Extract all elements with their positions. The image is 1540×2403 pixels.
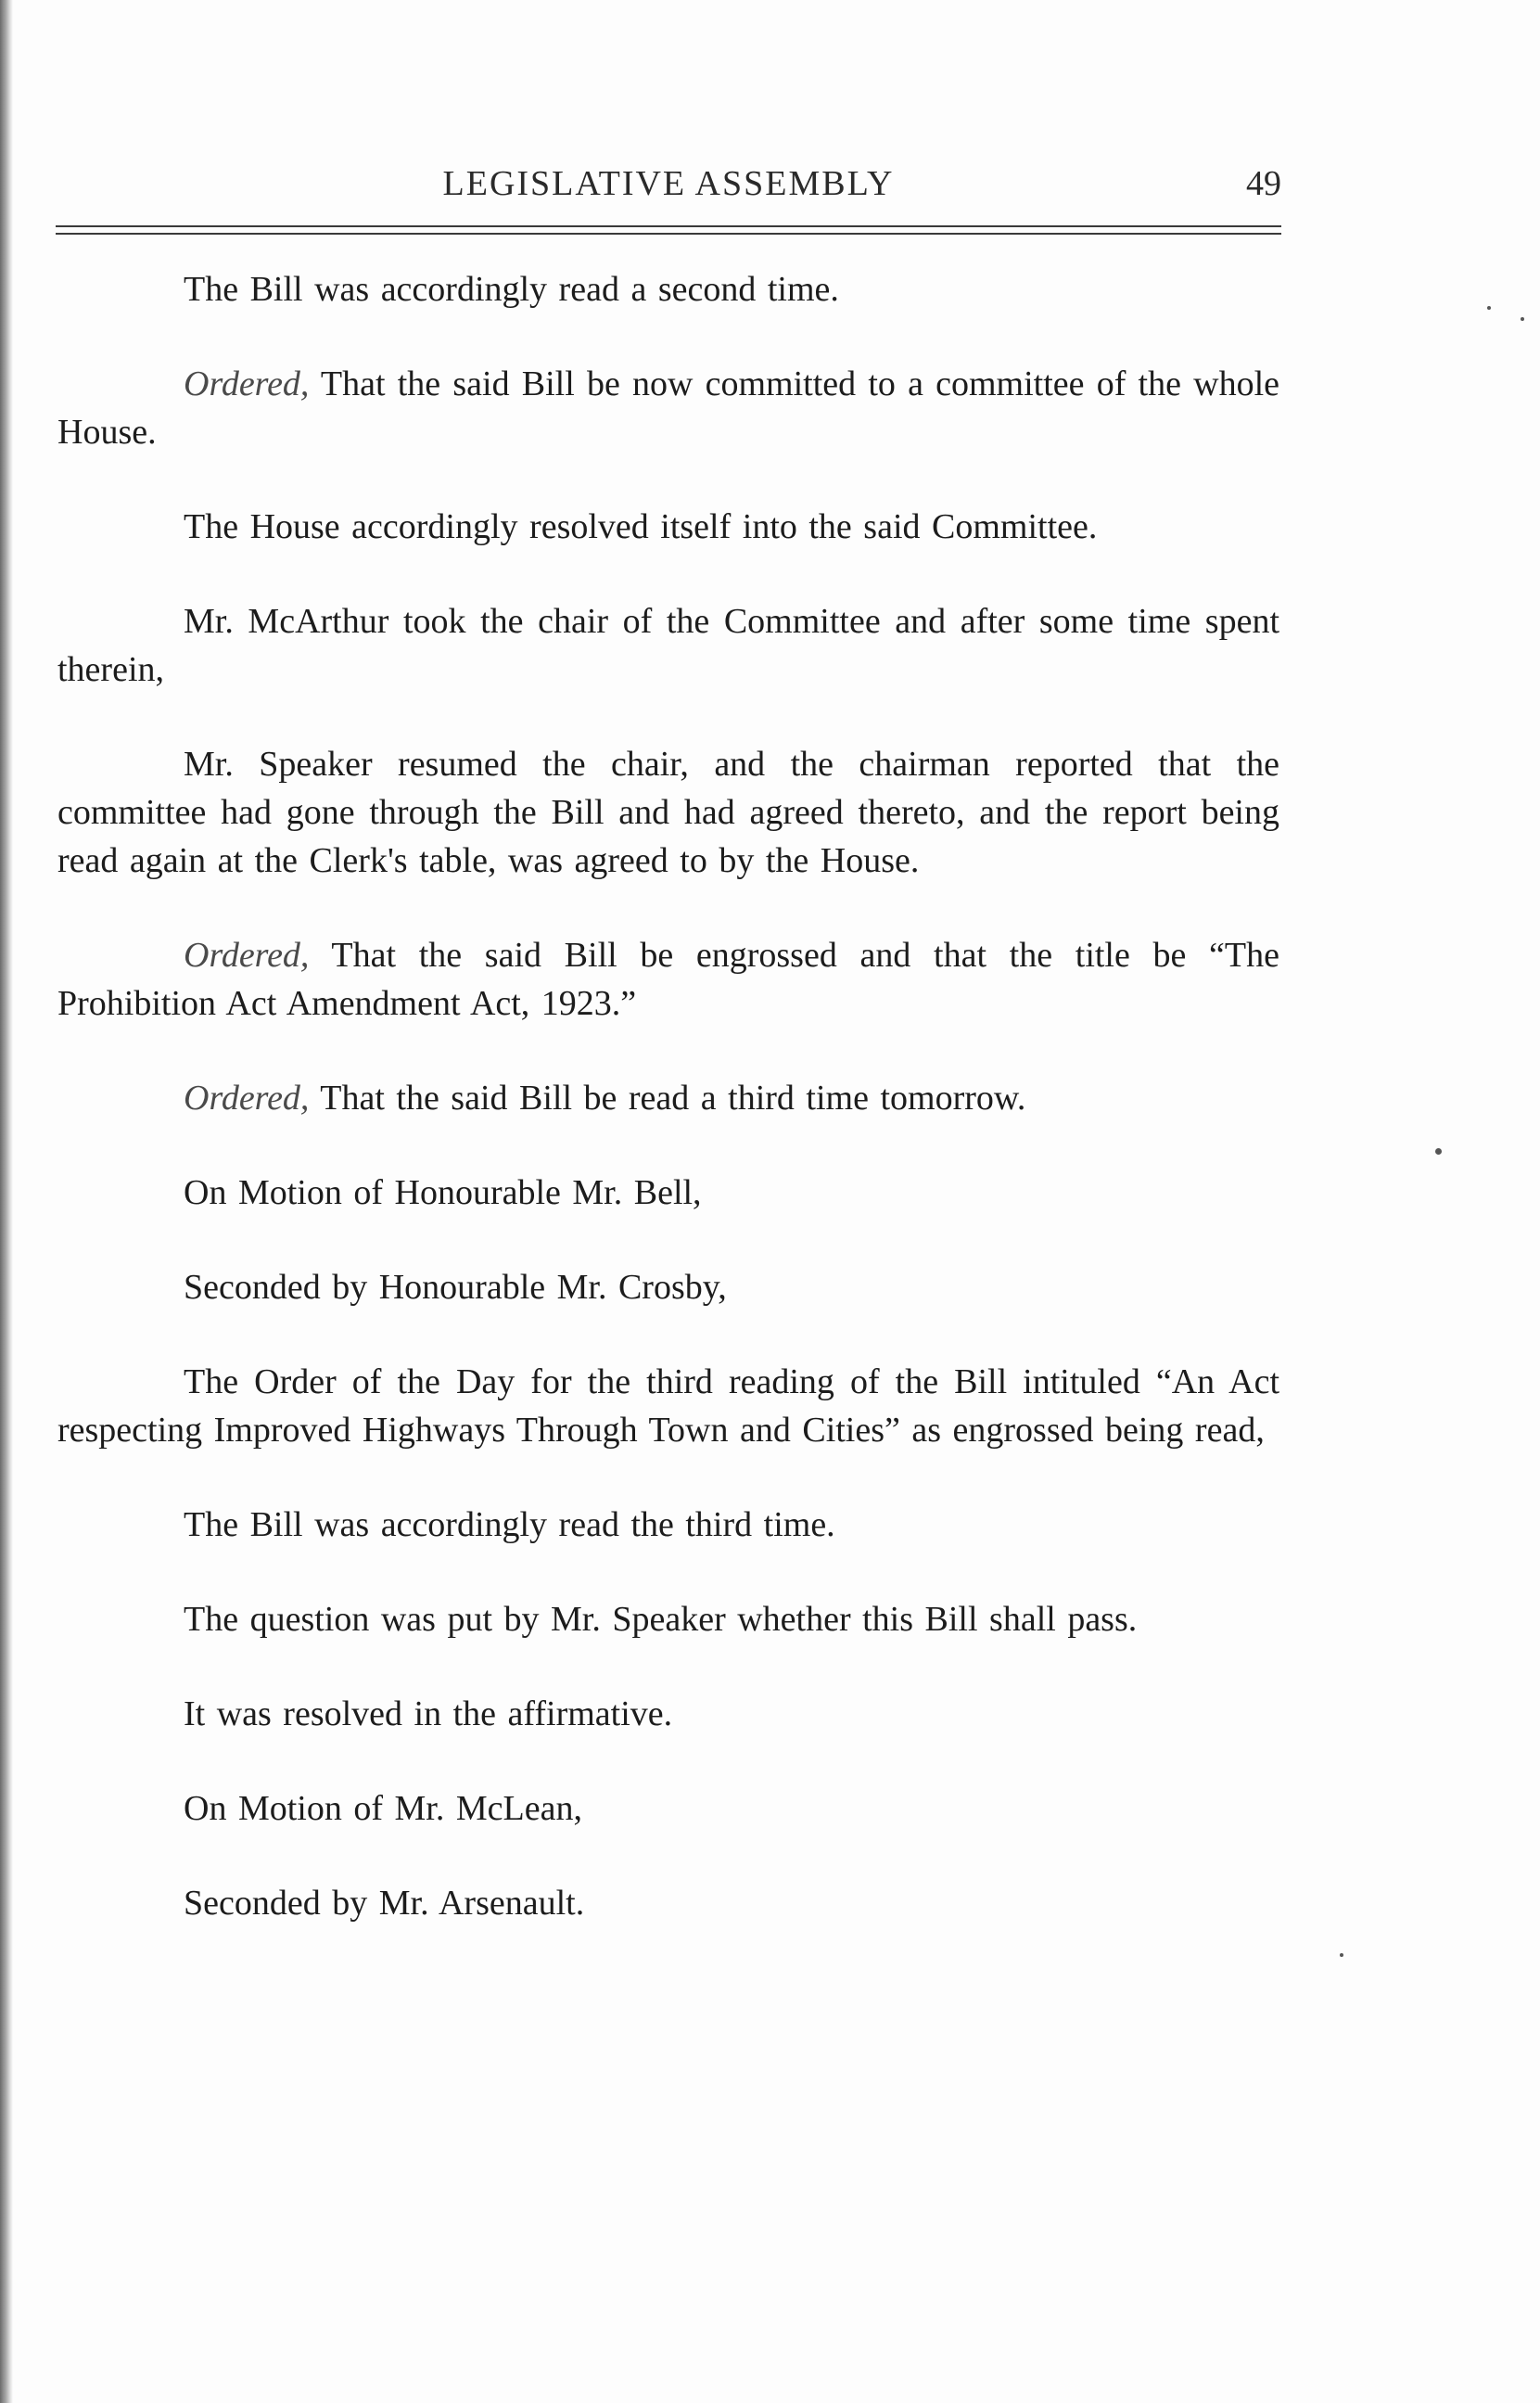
paragraph-text: Mr. Speaker resumed the chair, and the chairman reported that the committee had gone through the Bill and had agreed thereto, and the report being read again at the Clerk's table, was agreed to by the House.	[57, 745, 1279, 880]
paragraph	[57, 1501, 1279, 1549]
paragraph-text: It was resolved in the affirmative.	[184, 1694, 673, 1733]
scan-speck	[1487, 306, 1491, 310]
page-number: 49	[1246, 164, 1281, 203]
paragraph	[57, 1879, 1279, 1927]
paragraph-lead: Ordered,	[184, 364, 310, 403]
binding-edge-shadow	[0, 0, 13, 2403]
header-rule-top	[56, 225, 1281, 227]
running-title: LEGISLATIVE ASSEMBLY	[442, 164, 895, 203]
paragraph	[57, 503, 1279, 551]
paragraph-text: On Motion of Mr. McLean,	[184, 1789, 582, 1828]
paragraph	[57, 1358, 1279, 1454]
paragraph-text: The question was put by Mr. Speaker whether this Bill shall pass.	[184, 1600, 1138, 1639]
paragraph-text: Seconded by Honourable Mr. Crosby,	[184, 1268, 727, 1307]
paragraph-text: That the said Bill be now committed to a committee of the whole House.	[57, 364, 1279, 452]
running-header	[56, 163, 1281, 210]
paragraph-lead: Ordered,	[184, 1079, 310, 1118]
paragraph	[57, 265, 1279, 313]
paragraph-text: On Motion of Honourable Mr. Bell,	[184, 1173, 702, 1212]
scan-speck	[1521, 317, 1524, 321]
paragraph	[57, 740, 1279, 885]
paragraph-text: That the said Bill be read a third time tomorrow.	[309, 1079, 1026, 1118]
paragraph	[57, 931, 1279, 1028]
paragraph-text: Mr. McArthur took the chair of the Committee and after some time spent therein,	[57, 602, 1279, 689]
paragraph-text: Seconded by Mr. Arsenault.	[184, 1884, 585, 1923]
scan-speck	[1435, 1148, 1442, 1155]
header-rule-bottom	[56, 233, 1281, 235]
paragraph-text: That the said Bill be engrossed and that the title be “The Prohibition Act Amendment Act, 1923.”	[57, 936, 1279, 1023]
paragraph-text: The Order of the Day for the third reading of the Bill intituled “An Act respecting Improved Highways Through Town and Cities” as engrossed being read,	[57, 1362, 1279, 1450]
paragraph	[57, 1263, 1279, 1311]
paragraph	[57, 1595, 1279, 1643]
paragraph-lead: Ordered,	[184, 936, 310, 975]
paragraph-text: The House accordingly resolved itself into the said Committee.	[184, 507, 1098, 546]
paragraph	[57, 1074, 1279, 1122]
paragraph	[57, 1169, 1279, 1217]
paragraph-text: The Bill was accordingly read the third time.	[184, 1505, 835, 1544]
scan-speck	[1340, 1953, 1343, 1957]
paragraph	[57, 1784, 1279, 1833]
paragraph	[57, 597, 1279, 694]
body-text	[57, 265, 1279, 1974]
paragraph	[57, 360, 1279, 456]
paragraph	[57, 1690, 1279, 1738]
paragraph-text: The Bill was accordingly read a second time.	[184, 270, 839, 309]
